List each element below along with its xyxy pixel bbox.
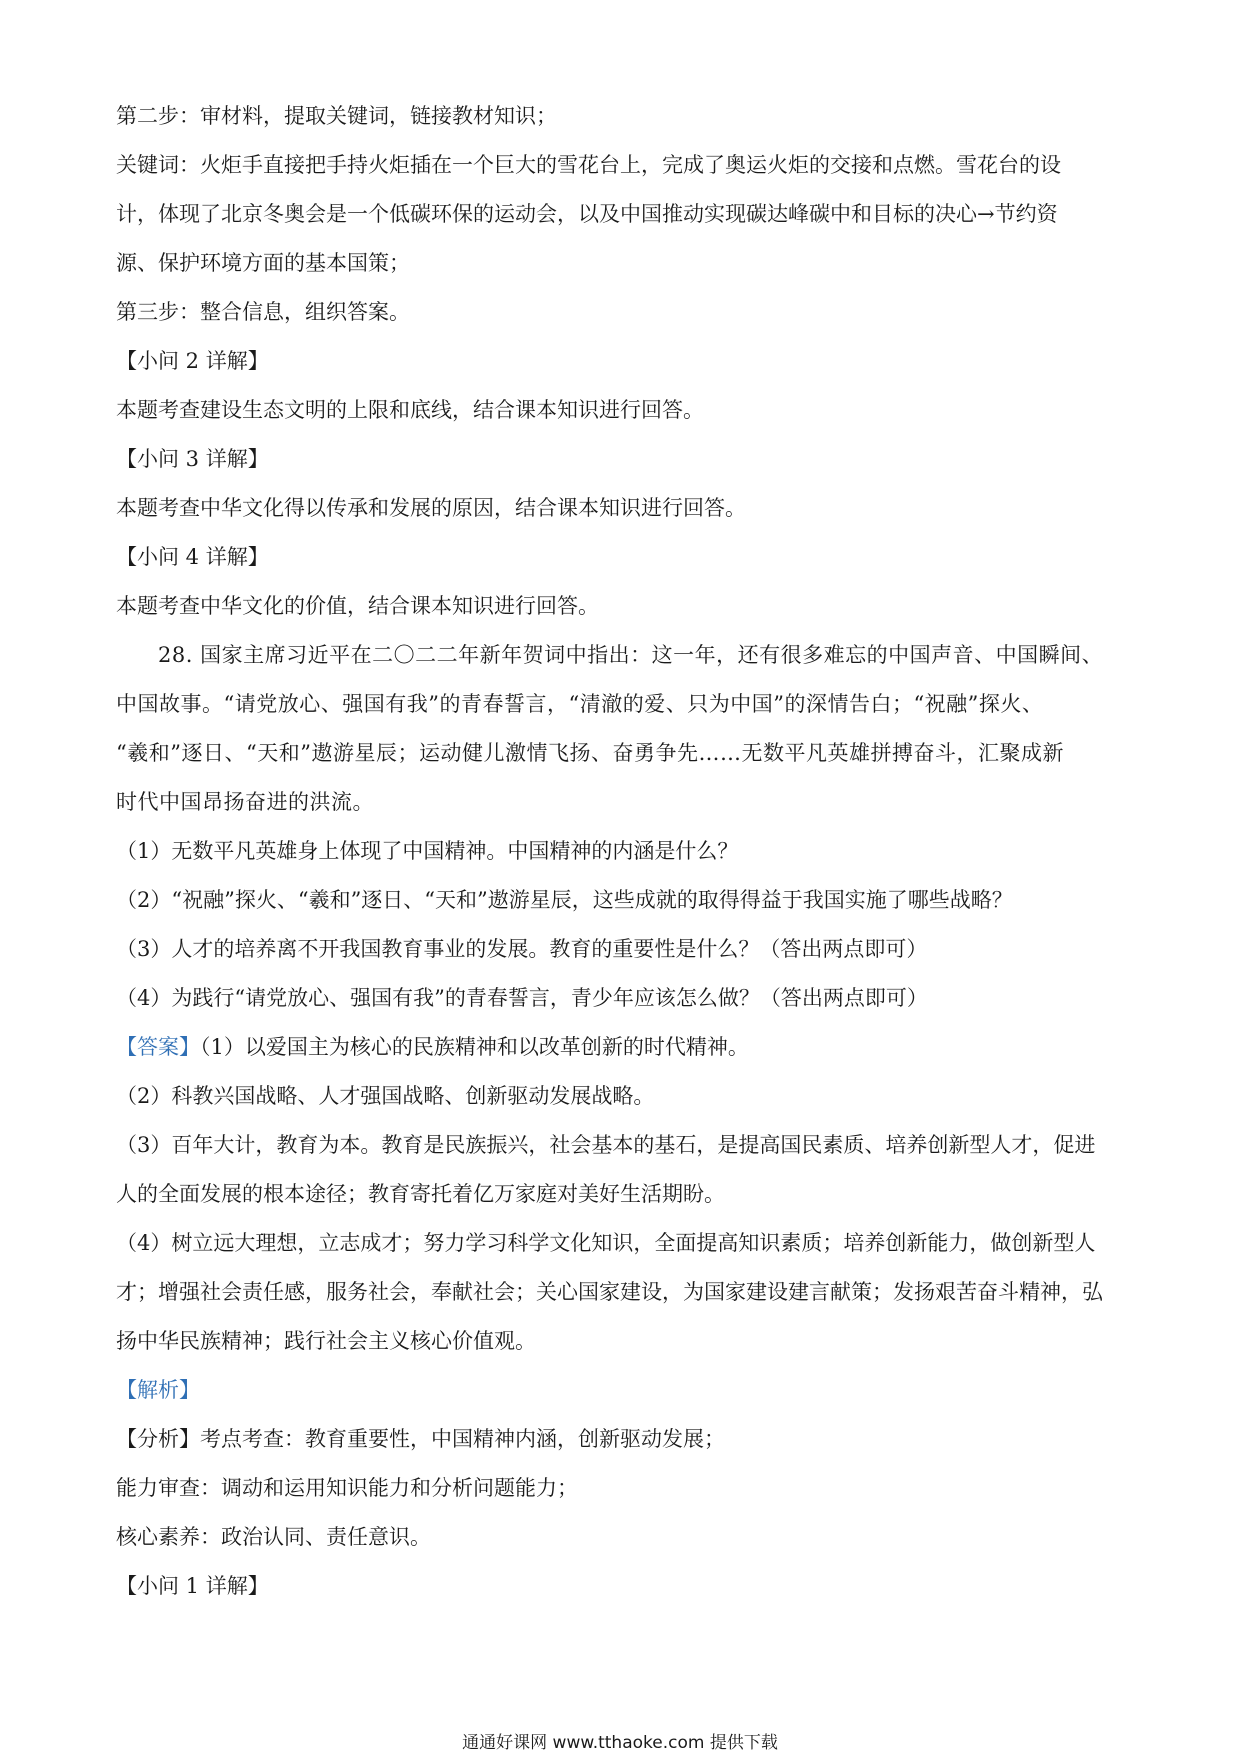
keywords-line-1: 关键词：火炬手直接把手持火炬插在一个巨大的雪花台上，完成了奥运火炬的交接和点燃。雪花台的设 (116, 153, 1061, 177)
step-two-line: 第二步：审材料，提取关键词，链接教材知识； (116, 104, 557, 128)
question-28-line-1: 28. 国家主席习近平在二〇二二年新年贺词中指出：这一年，还有很多难忘的中国声音、中国瞬间、 (158, 643, 1104, 667)
question-28-part-3: （3）人才的培养离不开我国教育事业的发展。教育的重要性是什么？（答出两点即可） (116, 937, 928, 961)
answer-label: 【答案】 (116, 1035, 200, 1059)
answer-line-2: （2）科教兴国战略、人才强国战略、创新驱动发展战略。 (116, 1084, 655, 1108)
answer-text-1: （1）以爱国主为核心的民族精神和以改革创新的时代精神。 (200, 1035, 749, 1059)
sub-question-2-text: 本题考查建设生态文明的上限和底线，结合课本知识进行回答。 (116, 398, 704, 422)
answer-line-1 (116, 1023, 1130, 1072)
keywords-line-2: 计，体现了北京冬奥会是一个低碳环保的运动会，以及中国推动实现碳达峰碳中和目标的决心→节约资 (116, 202, 1058, 226)
page-footer: 通通好课网 www.tthaoke.com 提供下载 (462, 1733, 778, 1753)
question-28-line-2: 中国故事。“请党放心、强国有我”的青春誓言，“清澈的爱、只为中国”的深情告白；“祝融”探火、 (116, 692, 1044, 716)
sub-question-4-text: 本题考查中华文化的价值，结合课本知识进行回答。 (116, 594, 599, 618)
sub-question-3-heading: 【小问 3 详解】 (116, 447, 269, 471)
analysis-line-1: 【分析】考点考查：教育重要性，中国精神内涵，创新驱动发展； (116, 1427, 725, 1451)
answer-line-3b: 人的全面发展的根本途径；教育寄托着亿万家庭对美好生活期盼。 (116, 1182, 725, 1206)
answer-line-4b: 才；增强社会责任感，服务社会，奉献社会；关心国家建设，为国家建设建言献策；发扬艰苦奋斗精神，弘 (116, 1280, 1103, 1304)
analysis-label: 【解析】 (116, 1378, 200, 1402)
answer-line-4c: 扬中华民族精神；践行社会主义核心价值观。 (116, 1329, 536, 1353)
question-28-part-2: （2）“祝融”探火、“羲和”逐日、“天和”遨游星辰，这些成就的取得得益于我国实施了哪些战略？ (116, 888, 1013, 912)
document-body (116, 92, 1130, 1611)
answer-line-4a: （4）树立远大理想，立志成才；努力学习科学文化知识，全面提高知识素质；培养创新能力，做创新型人 (116, 1231, 1096, 1255)
analysis-line-3: 核心素养：政治认同、责任意识。 (116, 1525, 431, 1549)
step-three-line: 第三步：整合信息，组织答案。 (116, 300, 410, 324)
question-28-part-1: （1）无数平凡英雄身上体现了中国精神。中国精神的内涵是什么？ (116, 839, 739, 863)
sub-question-3-text: 本题考查中华文化得以传承和发展的原因，结合课本知识进行回答。 (116, 496, 746, 520)
analysis-line-2: 能力审查：调动和运用知识能力和分析问题能力； (116, 1476, 578, 1500)
answer-line-3a: （3）百年大计，教育为本。教育是民族振兴，社会基本的基石，是提高国民素质、培养创新型人才，促进 (116, 1133, 1096, 1157)
question-28-part-4: （4）为践行“请党放心、强国有我”的青春誓言，青少年应该怎么做？（答出两点即可） (116, 986, 928, 1010)
sub-question-1-heading: 【小问 1 详解】 (116, 1574, 269, 1598)
sub-question-4-heading: 【小问 4 详解】 (116, 545, 269, 569)
question-28-line-3: “羲和”逐日、“天和”遨游星辰；运动健儿激情飞扬、奋勇争先……无数平凡英雄拼搏奋斗，汇聚成新 (116, 741, 1064, 765)
question-28-line-4: 时代中国昂扬奋进的洪流。 (116, 790, 374, 814)
keywords-line-3: 源、保护环境方面的基本国策； (116, 251, 410, 275)
sub-question-2-heading: 【小问 2 详解】 (116, 349, 269, 373)
